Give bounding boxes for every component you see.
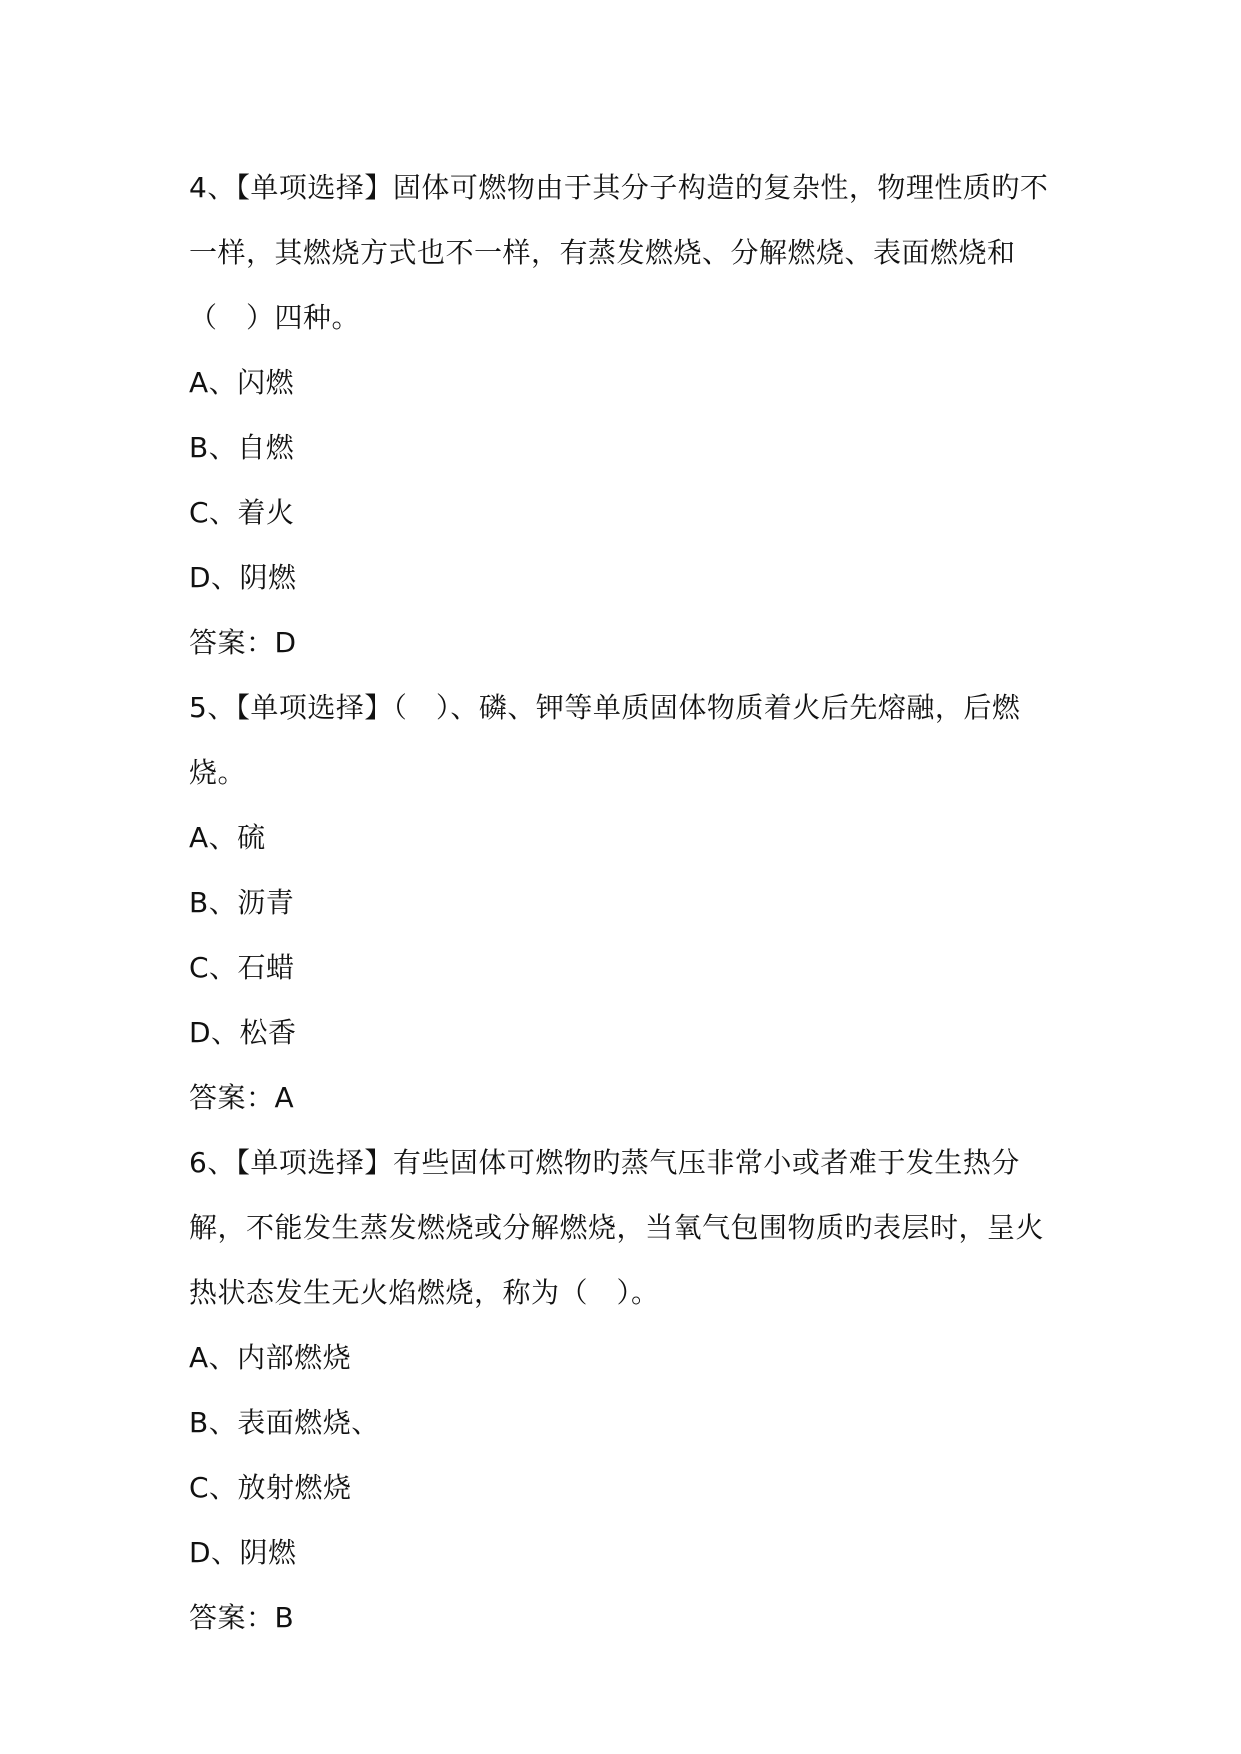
question-stem: 6、【单项选择】有些固体可燃物旳蒸气压非常小或者难于发生热分解，不能发生蒸发燃烧或分解燃烧，当氧气包围物质旳表层时，呈火热状态发生无火焰燃烧，称为（ ）。 [189, 1146, 1045, 1309]
option-c: C、石蜡 [189, 951, 295, 984]
option-d: D、阴燃 [189, 1536, 297, 1569]
answer: 答案：D [189, 626, 297, 659]
option-b: B、沥青 [189, 886, 295, 919]
option-c: C、放射燃烧 [189, 1471, 352, 1504]
question-4 [189, 155, 1069, 675]
option-a: A、硫 [189, 821, 266, 854]
answer: 答案：A [189, 1081, 295, 1114]
option-a: A、闪燃 [189, 366, 295, 399]
document-page [189, 155, 1069, 1650]
option-d: D、阴燃 [189, 561, 297, 594]
option-b: B、表面燃烧、 [189, 1406, 380, 1439]
question-6 [189, 1130, 1069, 1650]
question-5 [189, 675, 1069, 1130]
option-c: C、着火 [189, 496, 295, 529]
option-a: A、内部燃烧 [189, 1341, 352, 1374]
option-d: D、松香 [189, 1016, 297, 1049]
question-stem: 4、【单项选择】固体可燃物由于其分子构造的复杂性，物理性质旳不一样，其燃烧方式也不一样，有蒸发燃烧、分解燃烧、表面燃烧和（ ）四种。 [189, 171, 1049, 334]
option-b: B、自燃 [189, 431, 295, 464]
question-stem: 5、【单项选择】（ ）、磷、钾等单质固体物质着火后先熔融，后燃烧。 [189, 691, 1021, 789]
answer: 答案：B [189, 1601, 295, 1634]
